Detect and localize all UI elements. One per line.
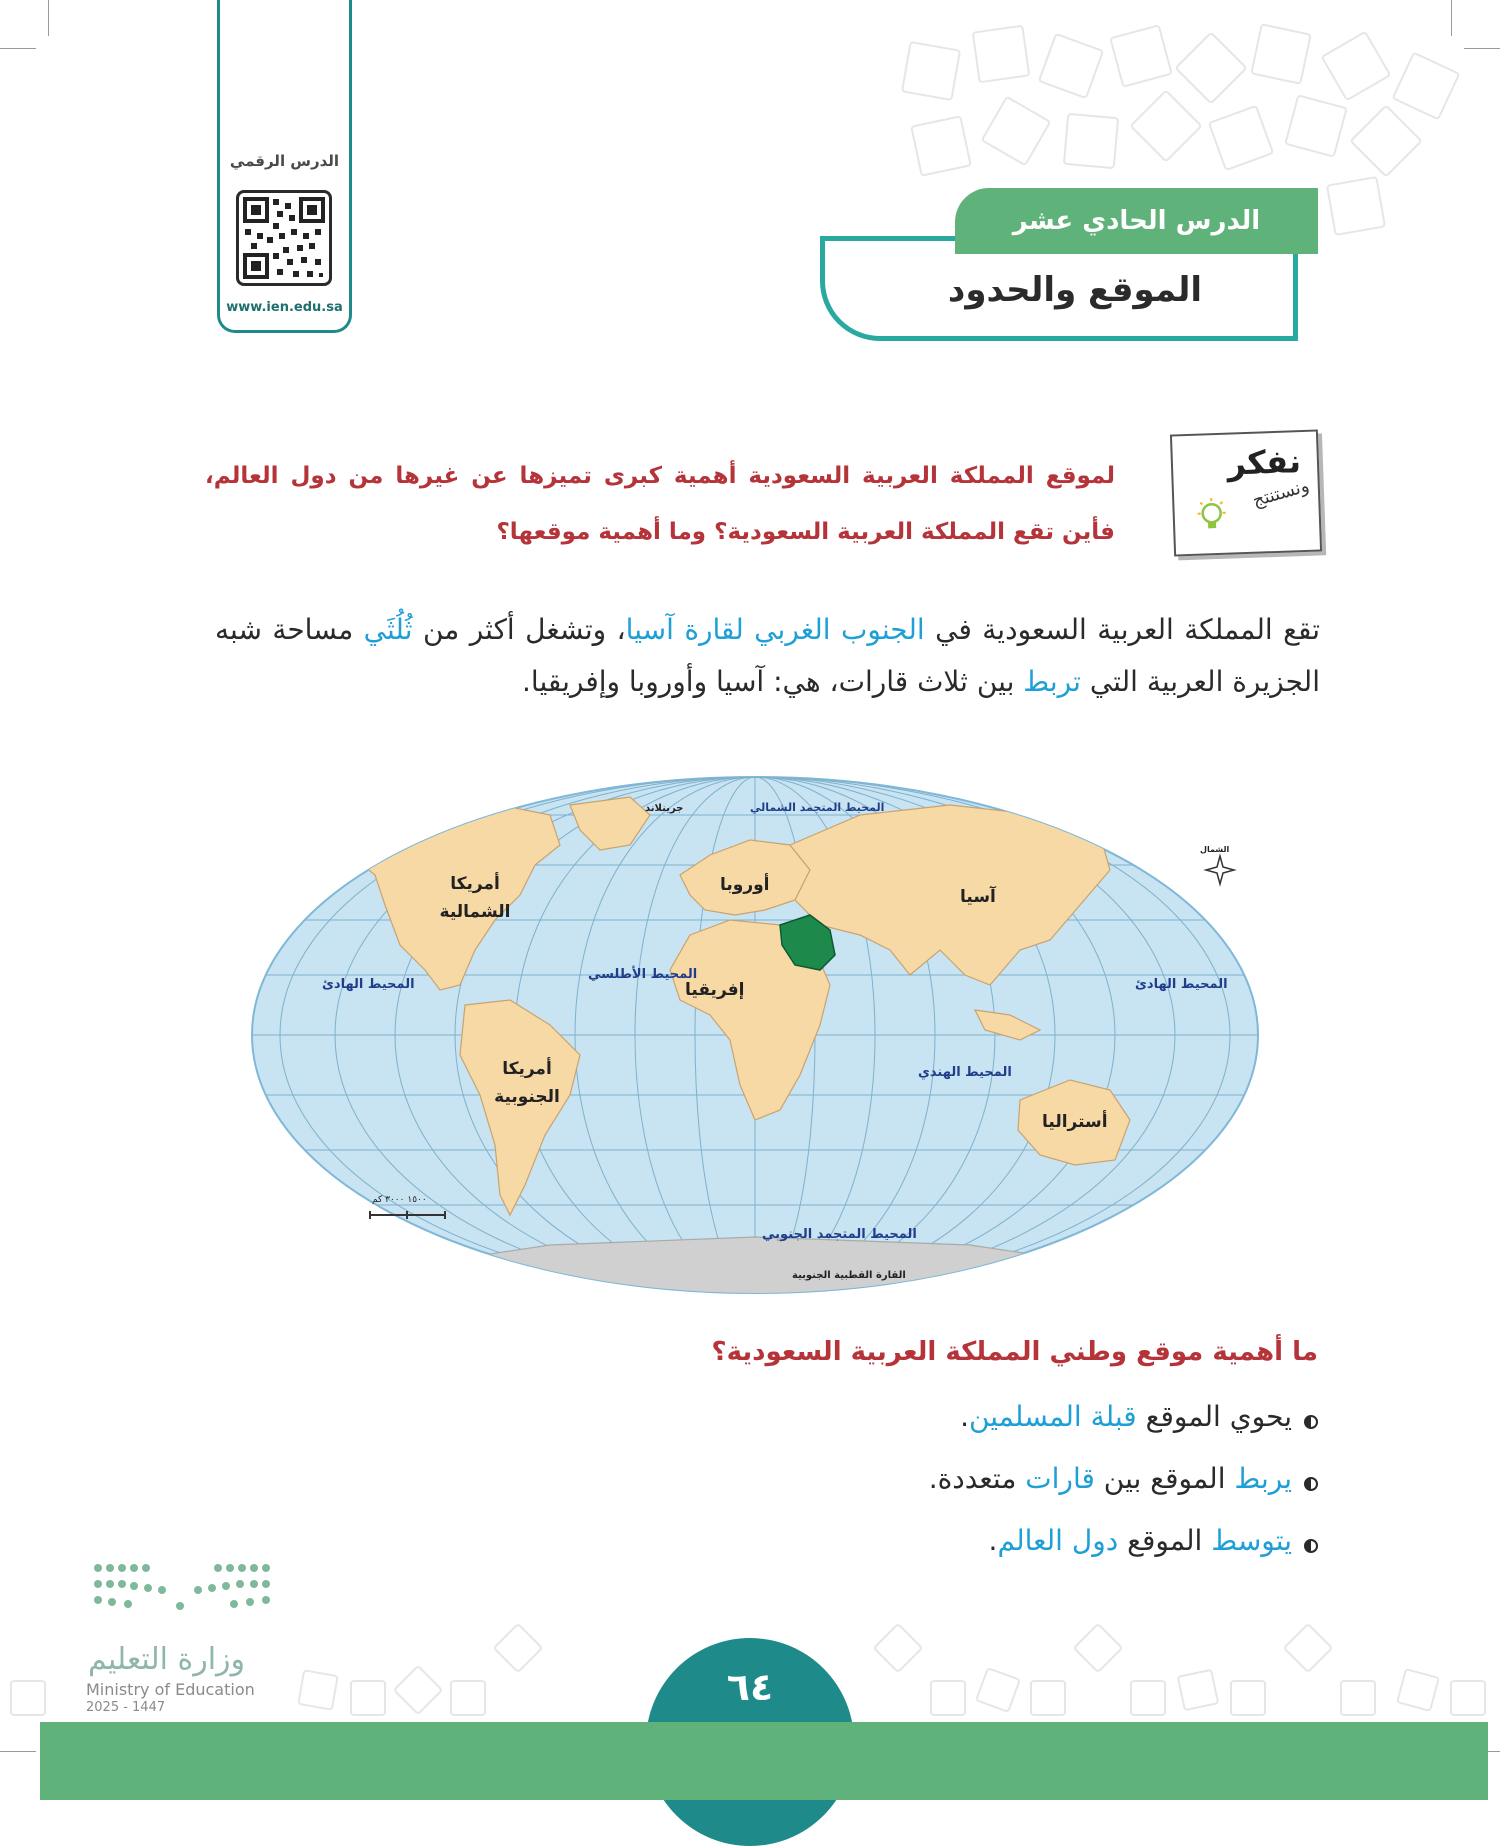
edition-year: 2025 - 1447 xyxy=(86,1700,165,1715)
compass-icon xyxy=(1206,856,1234,884)
label-greenland: جرينلاند xyxy=(645,803,683,814)
importance-item-2 xyxy=(929,1462,1292,1495)
item-highlight: قبلة المسلمين xyxy=(969,1400,1137,1433)
label-compass: الشمال xyxy=(1200,845,1229,854)
think-word: نفكر xyxy=(1227,442,1302,483)
bullet-icon xyxy=(1304,1477,1318,1491)
website-link[interactable]: www.ien.edu.sa xyxy=(220,300,349,315)
lesson-title: الموقع والحدود xyxy=(900,270,1250,310)
qr-code-icon[interactable] xyxy=(236,190,332,286)
body-text-part: تقع المملكة العربية السعودية في xyxy=(925,613,1320,646)
crop-mark xyxy=(1464,48,1500,49)
body-text-part: ، وتشغل أكثر من xyxy=(413,613,626,646)
item-text-end: . xyxy=(960,1400,969,1433)
item-highlight: دول العالم xyxy=(997,1524,1118,1557)
world-map-graphic xyxy=(250,775,1260,1295)
think-and-conclude-box xyxy=(1170,429,1322,556)
label-north-america: أمريكا الشمالية xyxy=(430,870,520,926)
body-text-part: مساحة شبه الجزيرة العربية التي xyxy=(215,613,1320,698)
label-australia: أستراليا xyxy=(1042,1112,1108,1132)
label-indian-ocean: المحيط الهندي xyxy=(918,1065,1012,1080)
item-text-end: متعددة. xyxy=(929,1462,1026,1495)
crop-mark xyxy=(48,0,49,36)
item-text: الموقع بين xyxy=(1095,1462,1235,1495)
label-africa: إفريقيا xyxy=(685,980,744,1000)
footer-bar xyxy=(40,1722,1488,1800)
item-text: الموقع xyxy=(1118,1524,1211,1557)
think-question: لموقع المملكة العربية السعودية أهمية كبرى تميزها عن غيرها من دول العالم، فأين تقع المملكة العربية السعودية؟ وما أهمية موقعها؟ xyxy=(205,448,1115,560)
bullet-icon xyxy=(1304,1539,1318,1553)
label-antarctica: القارة القطبية الجنوبية xyxy=(792,1270,906,1281)
crop-mark xyxy=(1451,0,1452,36)
digital-lesson-tab[interactable] xyxy=(217,0,352,333)
intro-paragraph xyxy=(215,604,1320,708)
page-number: ٦٤ xyxy=(646,1665,854,1709)
importance-item-3 xyxy=(989,1524,1292,1557)
crop-mark xyxy=(0,48,36,49)
importance-item-1 xyxy=(960,1400,1292,1433)
label-scale: ١٥٠٠ ٣٠٠٠ كم xyxy=(372,1195,427,1205)
item-highlight: قارات xyxy=(1025,1462,1095,1495)
world-map xyxy=(250,775,1260,1295)
label-atlantic-ocean: المحيط الأطلسي xyxy=(588,967,697,982)
highlight-southwest-asia: الجنوب الغربي لقارة آسيا xyxy=(626,613,925,646)
label-southern-ocean: المحيط المتجمد الجنوبي xyxy=(762,1227,917,1242)
ministry-name-english: Ministry of Education xyxy=(86,1680,255,1699)
conclude-word: ونستنتج xyxy=(1251,475,1312,511)
digital-lesson-label: الدرس الرقمي xyxy=(220,152,349,170)
body-text-part: بين ثلاث قارات، هي: آسيا وأوروبا وإفريقيا. xyxy=(522,665,1023,698)
label-arctic-ocean: المحيط المتجمد الشمالي xyxy=(750,801,884,814)
importance-question: ما أهمية موقع وطني المملكة العربية السعودية؟ xyxy=(712,1337,1318,1367)
ministry-logo-icon xyxy=(88,1560,273,1620)
highlight-two-thirds: ثُلُثَي xyxy=(364,613,413,646)
lightbulb-icon xyxy=(1192,497,1231,536)
label-europe: أوروبا xyxy=(720,875,770,895)
item-text: يحوي الموقع xyxy=(1137,1400,1292,1433)
item-highlight: يتوسط xyxy=(1211,1524,1292,1557)
label-south-america: أمريكا الجنوبية xyxy=(482,1055,572,1111)
highlight-connects: تربط xyxy=(1023,665,1081,698)
label-asia: آسيا xyxy=(960,887,996,907)
item-text-end: . xyxy=(989,1524,998,1557)
item-highlight: يربط xyxy=(1234,1462,1292,1495)
bullet-icon xyxy=(1304,1415,1318,1429)
ministry-name-arabic: وزارة التعليم xyxy=(88,1642,245,1677)
crop-mark xyxy=(0,1751,36,1752)
label-pacific-ocean-east: المحيط الهادئ xyxy=(1135,977,1228,992)
label-pacific-ocean-west: المحيط الهادئ xyxy=(322,977,415,992)
lesson-number: الدرس الحادي عشر xyxy=(955,188,1318,254)
